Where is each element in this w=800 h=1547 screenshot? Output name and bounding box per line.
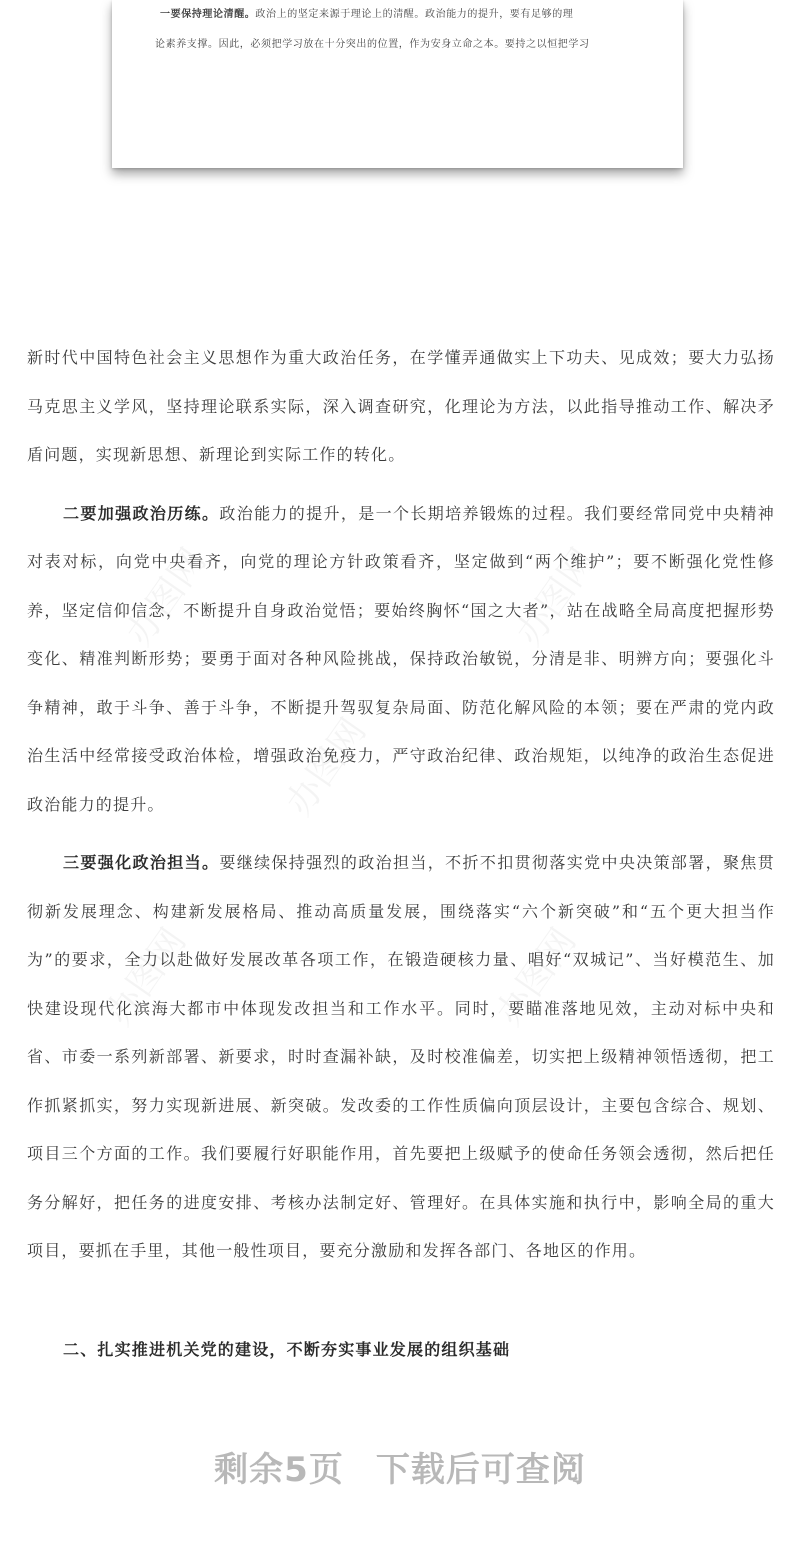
paragraph-lead: 二要加强政治历练。 xyxy=(63,503,220,523)
section-heading: 二、扎实推进机关党的建设，不断夯实事业发展的组织基础 xyxy=(63,1340,511,1359)
paragraph-lead: 三要强化政治担当。 xyxy=(63,853,220,872)
preview-text xyxy=(138,0,668,60)
download-prompt[interactable] xyxy=(0,1442,800,1498)
remaining-pages-label: 剩余5页 xyxy=(214,1450,344,1490)
paragraph-text: 政治能力的提升，是一个长期培养锻炼的过程。我们要经常同党中央精神对表对标，向党中央看齐，向党的理论方针政策看齐，坚定做到“两个维护”；要不断强化党性修养，坚定信仰信念，不断提升自身政治觉悟；要始终胸怀“国之大者”，站在战略全局高度把握形势变化、精准判断形势；要勇于面对各种风险挑战，保持政治敏锐，分清是非、明辨方向；要强化斗争精神，敢于斗争、善于斗争，不断提升驾驭复杂局面、防范化解风险的本领；要在严肃的党内政治生活中经常接受政治体检，增强政治免疫力，严守政治纪律、政治规矩，以纯净的政治生态促进政治能力的提升。 xyxy=(27,503,775,814)
paragraph-text: 要继续保持强烈的政治担当，不折不扣贯彻落实党中央决策部署，聚焦贯彻新发展理念、构建新发展格局、推动高质量发展，围绕落实“六个新突破”和“五个更大担当作为”的要求，全力以赴做好发展改革各项工作，在锻造硬核力量、唱好“双城记”、当好模范生、加快建设现代化滨海大都市中体现发改担当和工作水平。同时，要瞄准落地见效，主动对标中央和省、市委一系列新部署、新要求，时时查漏补缺，及时校准偏差，切实把上级精神领悟透彻，把工作抓紧抓实，努力实现新进展、新突破。发改委的工作性质偏向顶层设计，主要包含综合、规划、项目三个方面的工作。我们要履行好职能作用，首先要把上级赋予的使命任务领会透彻，然后把任务分解好，把任务的进度安排、考核办法制定好、管理好。在具体实施和执行中，影响全局的重大项目，要抓在手里，其他一般性项目，要充分激励和发挥各部门、各地区的作用。 xyxy=(27,853,775,1260)
page-preview-card xyxy=(112,0,683,168)
paragraph-political-training xyxy=(27,490,775,830)
paragraph-continuation: 新时代中国特色社会主义思想作为重大政治任务，在学懂弄通做实上下功夫、见成效；要大力弘扬马克思主义学风，坚持理论联系实际，深入调查研究，化理论为方法，以此指导推动工作、解决矛盾问题，实现新思想、新理论到实际工作的转化。 xyxy=(27,348,775,464)
preview-line-2: 论素养支撑。因此，必须把学习放在十分突出的位置，作为安身立命之本。要持之以恒把学习 xyxy=(155,39,590,50)
download-to-view-label: 下载后可查阅 xyxy=(375,1450,586,1490)
preview-line-1-rest: 政治上的坚定来源于理论上的清醒。政治能力的提升，要有足够的理 xyxy=(255,9,574,20)
preview-lead: 一要保持理论清醒。 xyxy=(160,9,256,20)
document-body xyxy=(27,334,775,1276)
paragraph-political-responsibility xyxy=(27,839,775,1276)
preview-line-1 xyxy=(138,0,668,30)
